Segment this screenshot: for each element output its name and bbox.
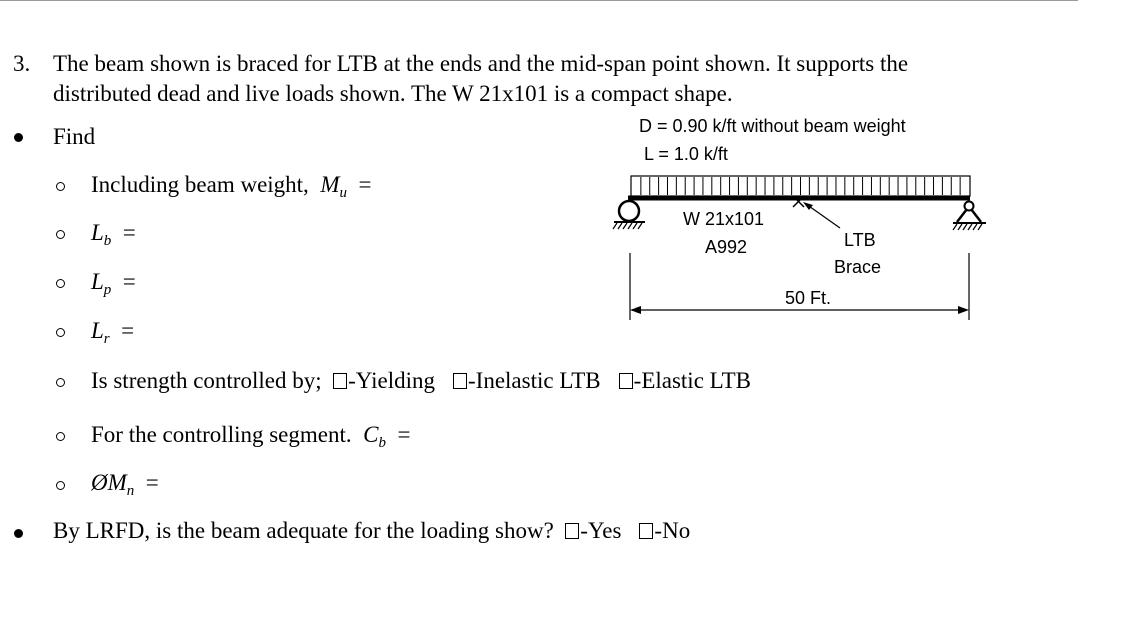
- lp-equals: =: [122, 269, 136, 294]
- lb-equals: =: [122, 220, 136, 245]
- load-slats: [641, 177, 960, 195]
- section-label: W 21x101: [683, 209, 765, 229]
- option-no: -No: [654, 518, 691, 543]
- cb-subscript: b: [378, 435, 386, 451]
- span-label: 50 Ft.: [785, 288, 832, 308]
- phimn-subscript: n: [126, 483, 135, 499]
- mu-subscript: u: [339, 185, 347, 201]
- pin-support-left: [613, 201, 645, 229]
- phimn-symbol: ØM: [91, 470, 127, 495]
- option-elastic-ltb: -Elastic LTB: [633, 368, 751, 393]
- live-load-label: L = 1.0 k/ft: [644, 144, 728, 164]
- lb-symbol: L: [91, 220, 104, 245]
- mu-prefix: Including beam weight,: [91, 172, 309, 197]
- distributed-load: [631, 176, 970, 196]
- grade-label: A992: [705, 237, 748, 257]
- problem-number: 3.: [13, 51, 31, 76]
- cb-prefix: For the controlling segment.: [91, 422, 352, 447]
- option-yielding: -Yielding: [348, 368, 435, 393]
- find-label: Find: [53, 124, 96, 149]
- roller-circle: [619, 201, 639, 221]
- span-dimension: [630, 253, 969, 320]
- cb-equals: =: [397, 422, 411, 447]
- lb-subscript: b: [103, 233, 112, 249]
- strength-prefix: Is strength controlled by;: [91, 368, 322, 393]
- problem-line-1: The beam shown is braced for LTB at the ends and the mid-span point shown. It supports the: [53, 51, 909, 76]
- lrfd-question: By LRFD, is the beam adequate for the loading show?: [53, 518, 554, 543]
- lr-equals: =: [121, 318, 135, 343]
- brace-label-line-2: Brace: [834, 257, 882, 277]
- mu-equals: =: [358, 172, 372, 197]
- mu-symbol: M: [320, 172, 340, 197]
- brace-label-line-1: LTB: [844, 230, 876, 250]
- pin-support-right: [953, 202, 986, 231]
- lr-symbol: L: [91, 318, 104, 343]
- problem-line-2: distributed dead and live loads shown. The W 21x101 is a compact shape.: [53, 81, 733, 106]
- option-inelastic-ltb: -Inelastic LTB: [468, 368, 601, 393]
- lp-symbol: L: [91, 269, 104, 294]
- dead-load-label: D = 0.90 k/ft without beam weight: [639, 116, 906, 136]
- brace-pointer-arrow: [803, 202, 840, 228]
- cb-symbol: C: [363, 422, 379, 447]
- option-yes: -Yes: [580, 518, 622, 543]
- phimn-equals: =: [145, 470, 159, 495]
- lp-subscript: p: [103, 282, 112, 298]
- lr-subscript: r: [103, 331, 110, 347]
